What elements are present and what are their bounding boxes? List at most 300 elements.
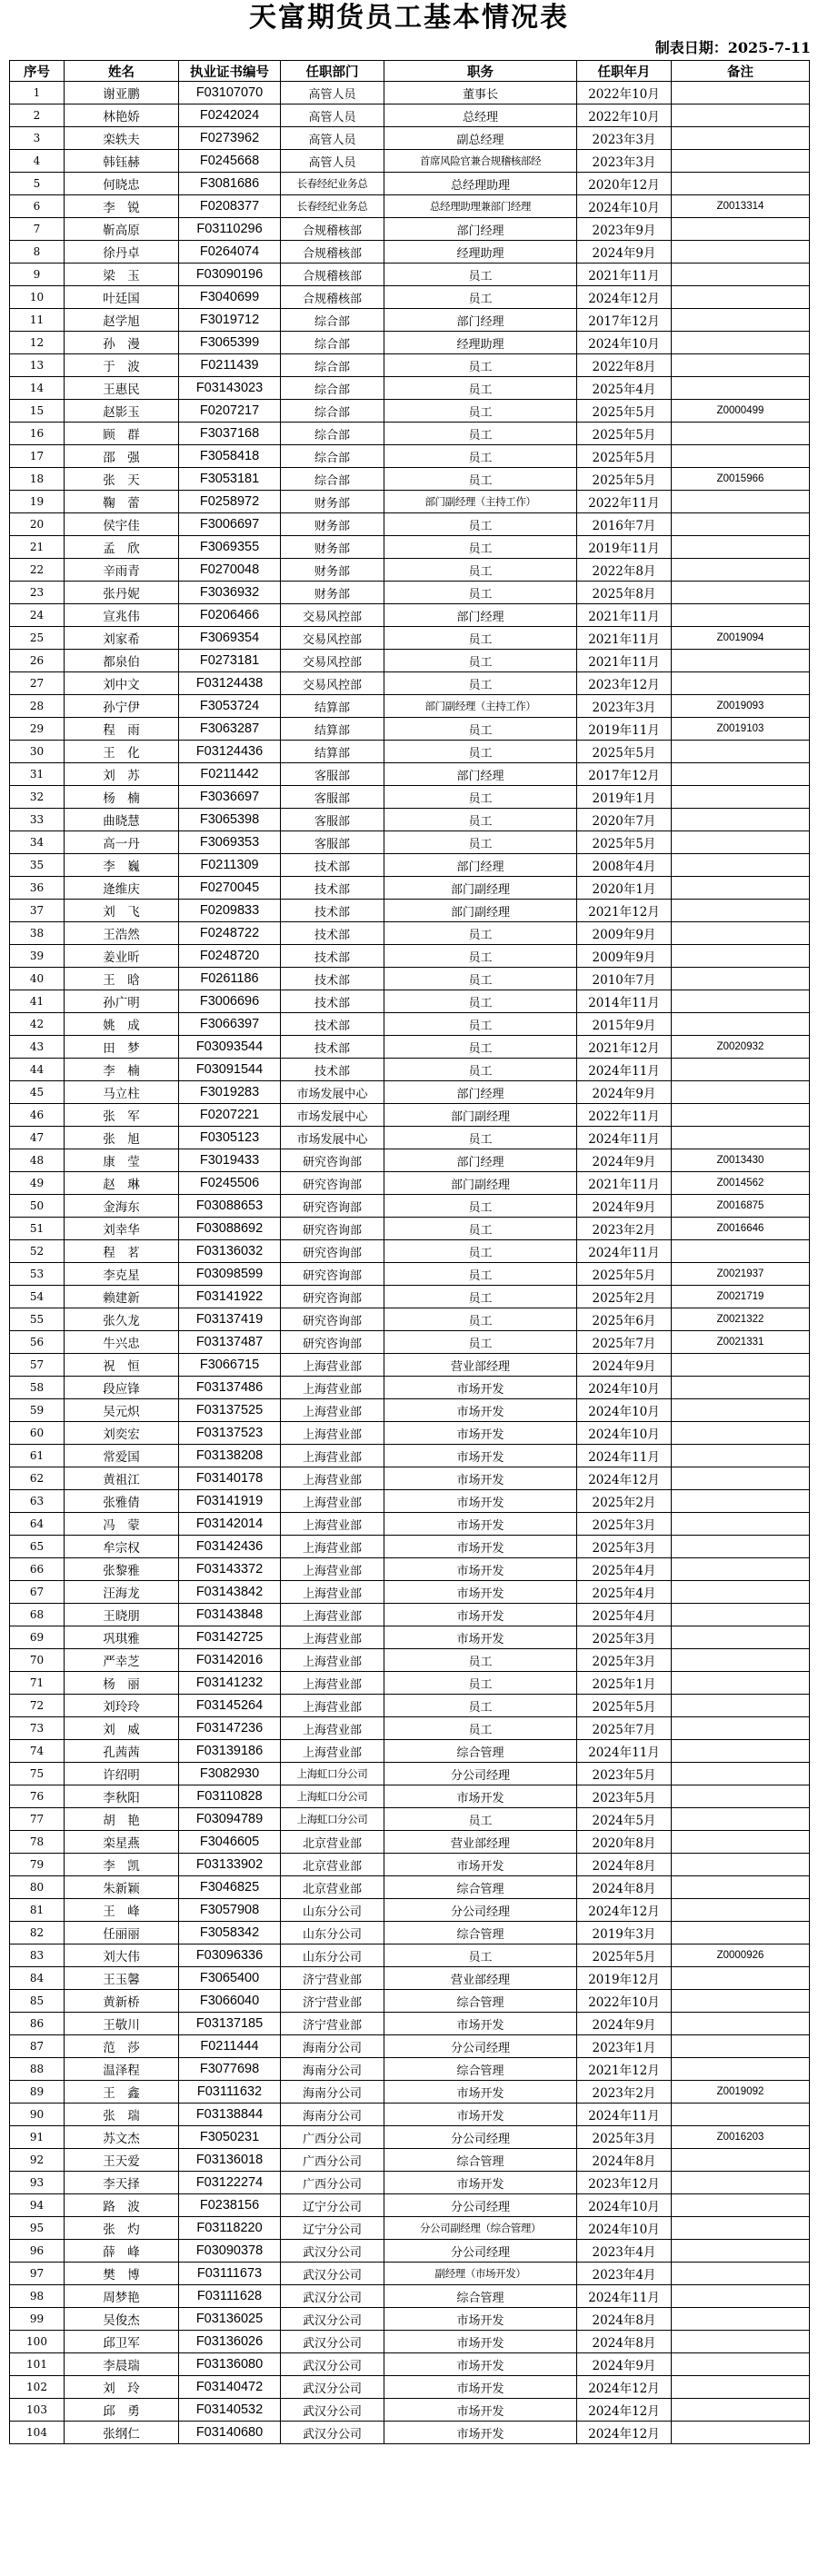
cell-employee-name: 张 旭 (65, 1127, 179, 1149)
cell-note (672, 1672, 810, 1695)
cell-start-date: 2021年11月 (577, 264, 672, 286)
cell-start-date: 2022年10月 (577, 104, 672, 127)
cell-start-date: 2025年6月 (577, 1308, 672, 1331)
cell-note: Z0000499 (672, 400, 810, 423)
cell-employee-name: 汪海龙 (65, 1581, 179, 1604)
cell-note (672, 1013, 810, 1036)
cell-row-index: 56 (10, 1331, 65, 1354)
table-row (10, 672, 810, 695)
cell-employee-name: 刘中文 (65, 672, 179, 695)
cell-cert-number: F03098599 (179, 1263, 281, 1286)
table-row (10, 2058, 810, 2081)
table-row (10, 650, 810, 672)
cell-department: 海南分公司 (281, 2035, 384, 2058)
cell-row-index: 21 (10, 536, 65, 559)
cell-note (672, 741, 810, 763)
cell-position: 董事长 (384, 82, 577, 104)
cell-note (672, 1695, 810, 1717)
cell-department: 武汉分公司 (281, 2331, 384, 2353)
cell-note: Z0019092 (672, 2081, 810, 2104)
cell-row-index: 33 (10, 809, 65, 831)
cell-note (672, 1240, 810, 1263)
cell-employee-name: 吴元炽 (65, 1399, 179, 1422)
cell-employee-name: 牟宗权 (65, 1536, 179, 1558)
cell-start-date: 2025年5月 (577, 1944, 672, 1967)
cell-start-date: 2024年12月 (577, 2376, 672, 2399)
col-header-cert: 执业证书编号 (179, 61, 281, 82)
cell-start-date: 2022年8月 (577, 354, 672, 377)
table-row (10, 968, 810, 990)
cell-cert-number: F3066040 (179, 1990, 281, 2013)
cell-position: 经理助理 (384, 332, 577, 354)
cell-employee-name: 李 锐 (65, 195, 179, 218)
cell-position: 员工 (384, 741, 577, 763)
cell-department: 山东分公司 (281, 1944, 384, 1967)
cell-cert-number: F03137185 (179, 2013, 281, 2035)
cell-employee-name: 张丹妮 (65, 582, 179, 604)
cell-department: 综合部 (281, 468, 384, 491)
cell-department: 交易风控部 (281, 650, 384, 672)
cell-employee-name: 都泉伯 (65, 650, 179, 672)
table-row (10, 1263, 810, 1286)
cell-row-index: 89 (10, 2081, 65, 2104)
cell-cert-number: F03138208 (179, 1445, 281, 1467)
cell-row-index: 17 (10, 445, 65, 468)
cell-row-index: 24 (10, 604, 65, 627)
table-row (10, 195, 810, 218)
cell-note (672, 354, 810, 377)
table-row (10, 468, 810, 491)
cell-cert-number: F03111628 (179, 2285, 281, 2308)
cell-note (672, 1808, 810, 1831)
cell-employee-name: 叶廷国 (65, 286, 179, 309)
table-body (10, 82, 810, 2444)
cell-department: 济宁营业部 (281, 2013, 384, 2035)
table-row (10, 786, 810, 809)
cell-position: 员工 (384, 559, 577, 582)
cell-position: 市场开发 (384, 2013, 577, 2035)
cell-note (672, 2422, 810, 2444)
cell-cert-number: F03111632 (179, 2081, 281, 2104)
cell-employee-name: 邱 勇 (65, 2399, 179, 2422)
cell-start-date: 2023年5月 (577, 1763, 672, 1785)
cell-employee-name: 路 波 (65, 2194, 179, 2217)
cell-position: 市场开发 (384, 1399, 577, 1422)
cell-row-index: 71 (10, 1672, 65, 1695)
cell-position: 员工 (384, 786, 577, 809)
table-row (10, 82, 810, 104)
cell-start-date: 2021年12月 (577, 1036, 672, 1059)
cell-cert-number: F3050231 (179, 2126, 281, 2149)
table-row (10, 2149, 810, 2172)
cell-row-index: 86 (10, 2013, 65, 2035)
cell-note (672, 968, 810, 990)
cell-row-index: 69 (10, 1626, 65, 1649)
cell-position: 市场开发 (384, 1490, 577, 1513)
cell-position: 总经理助理兼部门经理 (384, 195, 577, 218)
cell-cert-number: F03143848 (179, 1604, 281, 1626)
table-row (10, 1649, 810, 1672)
cell-start-date: 2008年4月 (577, 854, 672, 877)
cell-start-date: 2024年8月 (577, 2331, 672, 2353)
cell-cert-number: F03140178 (179, 1467, 281, 1490)
cell-position: 市场开发 (384, 1626, 577, 1649)
cell-row-index: 44 (10, 1059, 65, 1081)
table-row (10, 1195, 810, 1218)
cell-position: 员工 (384, 400, 577, 423)
col-header-index: 序号 (10, 61, 65, 82)
cell-cert-number: F0273181 (179, 650, 281, 672)
cell-cert-number: F03090196 (179, 264, 281, 286)
cell-position: 员工 (384, 468, 577, 491)
cell-cert-number: F3046825 (179, 1876, 281, 1899)
cell-row-index: 60 (10, 1422, 65, 1445)
cell-position: 副经理（市场开发） (384, 2263, 577, 2285)
cell-employee-name: 李天择 (65, 2172, 179, 2194)
cell-row-index: 75 (10, 1763, 65, 1785)
cell-position: 市场开发 (384, 1581, 577, 1604)
cell-department: 上海营业部 (281, 1626, 384, 1649)
table-row (10, 1467, 810, 1490)
cell-employee-name: 许绍明 (65, 1763, 179, 1785)
cell-position: 部门经理 (384, 854, 577, 877)
cell-position: 部门副经理（主持工作） (384, 695, 577, 718)
cell-position: 员工 (384, 1808, 577, 1831)
cell-row-index: 3 (10, 127, 65, 150)
cell-note (672, 1536, 810, 1558)
cell-start-date: 2019年11月 (577, 536, 672, 559)
cell-department: 综合部 (281, 423, 384, 445)
cell-position: 员工 (384, 968, 577, 990)
cell-note (672, 377, 810, 400)
cell-row-index: 99 (10, 2308, 65, 2331)
cell-cert-number: F03140532 (179, 2399, 281, 2422)
cell-department: 客服部 (281, 831, 384, 854)
cell-start-date: 2022年11月 (577, 1104, 672, 1127)
cell-cert-number: F03141919 (179, 1490, 281, 1513)
cell-row-index: 61 (10, 1445, 65, 1467)
cell-note (672, 1717, 810, 1740)
cell-cert-number: F03088653 (179, 1195, 281, 1218)
table-row (10, 309, 810, 332)
cell-employee-name: 段应锋 (65, 1377, 179, 1399)
cell-department: 山东分公司 (281, 1922, 384, 1944)
cell-department: 北京营业部 (281, 1876, 384, 1899)
cell-note: Z0016646 (672, 1218, 810, 1240)
cell-row-index: 5 (10, 173, 65, 195)
table-row (10, 127, 810, 150)
table-row (10, 150, 810, 173)
table-row (10, 877, 810, 900)
cell-employee-name: 刘奕宏 (65, 1422, 179, 1445)
table-row (10, 1536, 810, 1558)
cell-department: 客服部 (281, 786, 384, 809)
cell-row-index: 57 (10, 1354, 65, 1377)
cell-row-index: 62 (10, 1467, 65, 1490)
cell-row-index: 59 (10, 1399, 65, 1422)
table-row (10, 2081, 810, 2104)
cell-position: 市场开发 (384, 2399, 577, 2422)
cell-row-index: 22 (10, 559, 65, 582)
cell-start-date: 2024年12月 (577, 286, 672, 309)
table-row (10, 695, 810, 718)
cell-employee-name: 冯 蒙 (65, 1513, 179, 1536)
cell-start-date: 2025年5月 (577, 445, 672, 468)
cell-employee-name: 赵影玉 (65, 400, 179, 423)
cell-note (672, 1831, 810, 1854)
cell-position: 员工 (384, 1717, 577, 1740)
cell-department: 交易风控部 (281, 627, 384, 650)
cell-cert-number: F03142725 (179, 1626, 281, 1649)
cell-position: 营业部经理 (384, 1967, 577, 1990)
cell-note (672, 582, 810, 604)
cell-row-index: 55 (10, 1308, 65, 1331)
cell-row-index: 80 (10, 1876, 65, 1899)
cell-start-date: 2019年3月 (577, 1922, 672, 1944)
cell-note (672, 1740, 810, 1763)
cell-start-date: 2025年2月 (577, 1286, 672, 1308)
cell-department: 上海营业部 (281, 1649, 384, 1672)
cell-row-index: 88 (10, 2058, 65, 2081)
cell-start-date: 2024年5月 (577, 1808, 672, 1831)
cell-cert-number: F03136080 (179, 2353, 281, 2376)
cell-start-date: 2024年10月 (577, 2194, 672, 2217)
cell-position: 员工 (384, 945, 577, 968)
cell-start-date: 2024年11月 (577, 1240, 672, 1263)
cell-row-index: 27 (10, 672, 65, 695)
cell-employee-name: 于 波 (65, 354, 179, 377)
cell-row-index: 45 (10, 1081, 65, 1104)
cell-department: 长春经纪业务总 (281, 173, 384, 195)
cell-start-date: 2025年5月 (577, 831, 672, 854)
cell-row-index: 25 (10, 627, 65, 650)
table-row (10, 1967, 810, 1990)
cell-start-date: 2019年11月 (577, 718, 672, 741)
cell-position: 员工 (384, 354, 577, 377)
cell-start-date: 2017年12月 (577, 309, 672, 332)
cell-cert-number: F3057908 (179, 1899, 281, 1922)
cell-department: 研究咨询部 (281, 1308, 384, 1331)
cell-cert-number: F03107070 (179, 82, 281, 104)
cell-note (672, 1785, 810, 1808)
cell-start-date: 2024年10月 (577, 1399, 672, 1422)
cell-start-date: 2009年9月 (577, 945, 672, 968)
cell-row-index: 63 (10, 1490, 65, 1513)
cell-note (672, 2172, 810, 2194)
cell-cert-number: F0211442 (179, 763, 281, 786)
table-row (10, 1763, 810, 1785)
cell-position: 市场开发 (384, 1604, 577, 1626)
table-row (10, 1490, 810, 1513)
table-row (10, 854, 810, 877)
cell-employee-name: 牛兴忠 (65, 1331, 179, 1354)
cell-row-index: 36 (10, 877, 65, 900)
cell-position: 员工 (384, 1263, 577, 1286)
cell-start-date: 2024年9月 (577, 1195, 672, 1218)
cell-position: 员工 (384, 718, 577, 741)
cell-position: 员工 (384, 513, 577, 536)
cell-start-date: 2024年9月 (577, 1149, 672, 1172)
table-row (10, 2126, 810, 2149)
cell-start-date: 2025年5月 (577, 741, 672, 763)
cell-employee-name: 张黎雅 (65, 1558, 179, 1581)
cell-cert-number: F03143842 (179, 1581, 281, 1604)
cell-cert-number: F3066715 (179, 1354, 281, 1377)
cell-position: 市场开发 (384, 1513, 577, 1536)
cell-note (672, 82, 810, 104)
cell-cert-number: F3019712 (179, 309, 281, 332)
table-row (10, 354, 810, 377)
cell-note (672, 559, 810, 582)
cell-row-index: 20 (10, 513, 65, 536)
cell-employee-name: 刘家希 (65, 627, 179, 650)
cell-start-date: 2021年12月 (577, 2058, 672, 2081)
cell-employee-name: 张纲仁 (65, 2422, 179, 2444)
cell-position: 市场开发 (384, 2331, 577, 2353)
cell-position: 市场开发 (384, 1422, 577, 1445)
table-row (10, 423, 810, 445)
table-row (10, 809, 810, 831)
cell-employee-name: 王惠民 (65, 377, 179, 400)
cell-start-date: 2024年8月 (577, 1876, 672, 1899)
cell-position: 市场开发 (384, 2422, 577, 2444)
cell-department: 财务部 (281, 582, 384, 604)
cell-cert-number: F3058342 (179, 1922, 281, 1944)
cell-department: 合规稽核部 (281, 286, 384, 309)
cell-row-index: 82 (10, 1922, 65, 1944)
cell-position: 营业部经理 (384, 1354, 577, 1377)
cell-row-index: 91 (10, 2126, 65, 2149)
cell-cert-number: F03140680 (179, 2422, 281, 2444)
cell-note (672, 150, 810, 173)
cell-department: 济宁营业部 (281, 1967, 384, 1990)
cell-row-index: 81 (10, 1899, 65, 1922)
cell-note (672, 2013, 810, 2035)
cell-cert-number: F03143023 (179, 377, 281, 400)
cell-note (672, 877, 810, 900)
cell-start-date: 2023年3月 (577, 127, 672, 150)
cell-row-index: 78 (10, 1831, 65, 1854)
cell-position: 部门副经理 (384, 900, 577, 922)
cell-employee-name: 张雅倩 (65, 1490, 179, 1513)
cell-employee-name: 李 楠 (65, 1059, 179, 1081)
cell-cert-number: F0245668 (179, 150, 281, 173)
cell-employee-name: 李克星 (65, 1263, 179, 1286)
cell-cert-number: F3053181 (179, 468, 281, 491)
cell-employee-name: 金海东 (65, 1195, 179, 1218)
cell-note (672, 1081, 810, 1104)
cell-department: 结算部 (281, 718, 384, 741)
cell-cert-number: F03091544 (179, 1059, 281, 1081)
cell-note (672, 1399, 810, 1422)
cell-cert-number: F3036932 (179, 582, 281, 604)
cell-row-index: 9 (10, 264, 65, 286)
cell-department: 综合部 (281, 445, 384, 468)
cell-employee-name: 程 雨 (65, 718, 179, 741)
cell-cert-number: F0261186 (179, 968, 281, 990)
table-row (10, 1127, 810, 1149)
cell-note (672, 2035, 810, 2058)
cell-row-index: 11 (10, 309, 65, 332)
cell-employee-name: 李 凯 (65, 1854, 179, 1876)
cell-row-index: 87 (10, 2035, 65, 2058)
cell-department: 客服部 (281, 763, 384, 786)
cell-note (672, 1967, 810, 1990)
cell-start-date: 2024年12月 (577, 2422, 672, 2444)
cell-position: 副总经理 (384, 127, 577, 150)
cell-note (672, 1626, 810, 1649)
table-row (10, 1808, 810, 1831)
cell-start-date: 2024年8月 (577, 2308, 672, 2331)
cell-employee-name: 孙广明 (65, 990, 179, 1013)
cell-row-index: 26 (10, 650, 65, 672)
cell-note (672, 900, 810, 922)
cell-position: 分公司经理 (384, 2126, 577, 2149)
cell-note (672, 1876, 810, 1899)
table-row (10, 513, 810, 536)
cell-employee-name: 靳高原 (65, 218, 179, 241)
cell-row-index: 18 (10, 468, 65, 491)
cell-position: 员工 (384, 286, 577, 309)
cell-department: 上海虹口分公司 (281, 1808, 384, 1831)
cell-department: 上海营业部 (281, 1513, 384, 1536)
table-row (10, 1990, 810, 2013)
cell-row-index: 6 (10, 195, 65, 218)
cell-start-date: 2023年2月 (577, 2081, 672, 2104)
cell-row-index: 98 (10, 2285, 65, 2308)
cell-employee-name: 张 灼 (65, 2217, 179, 2240)
table-row (10, 2013, 810, 2035)
cell-department: 上海营业部 (281, 1490, 384, 1513)
cell-department: 辽宁分公司 (281, 2217, 384, 2240)
cell-position: 市场开发 (384, 2104, 577, 2126)
table-row (10, 264, 810, 286)
cell-note (672, 423, 810, 445)
cell-position: 综合管理 (384, 1990, 577, 2013)
cell-position: 分公司经理 (384, 1763, 577, 1785)
cell-employee-name: 谢亚鹏 (65, 82, 179, 104)
cell-position: 市场开发 (384, 2308, 577, 2331)
cell-row-index: 43 (10, 1036, 65, 1059)
cell-start-date: 2024年12月 (577, 1899, 672, 1922)
cell-row-index: 70 (10, 1649, 65, 1672)
cell-department: 研究咨询部 (281, 1149, 384, 1172)
cell-position: 部门经理 (384, 763, 577, 786)
cell-start-date: 2023年12月 (577, 2172, 672, 2194)
cell-department: 长春经纪业务总 (281, 195, 384, 218)
cell-cert-number: F3065398 (179, 809, 281, 831)
cell-department: 上海营业部 (281, 1717, 384, 1740)
table-row (10, 1308, 810, 1331)
cell-department: 研究咨询部 (281, 1195, 384, 1218)
cell-department: 合规稽核部 (281, 264, 384, 286)
cell-row-index: 48 (10, 1149, 65, 1172)
cell-row-index: 12 (10, 332, 65, 354)
cell-cert-number: F03142014 (179, 1513, 281, 1536)
cell-start-date: 2024年8月 (577, 1854, 672, 1876)
cell-row-index: 31 (10, 763, 65, 786)
cell-cert-number: F3069354 (179, 627, 281, 650)
cell-position: 员工 (384, 1036, 577, 1059)
table-row (10, 491, 810, 513)
table-row (10, 1854, 810, 1876)
cell-note: Z0015966 (672, 468, 810, 491)
cell-note: Z0013430 (672, 1149, 810, 1172)
cell-note (672, 1104, 810, 1127)
cell-department: 上海营业部 (281, 1354, 384, 1377)
cell-row-index: 101 (10, 2353, 65, 2376)
table-row (10, 2331, 810, 2353)
